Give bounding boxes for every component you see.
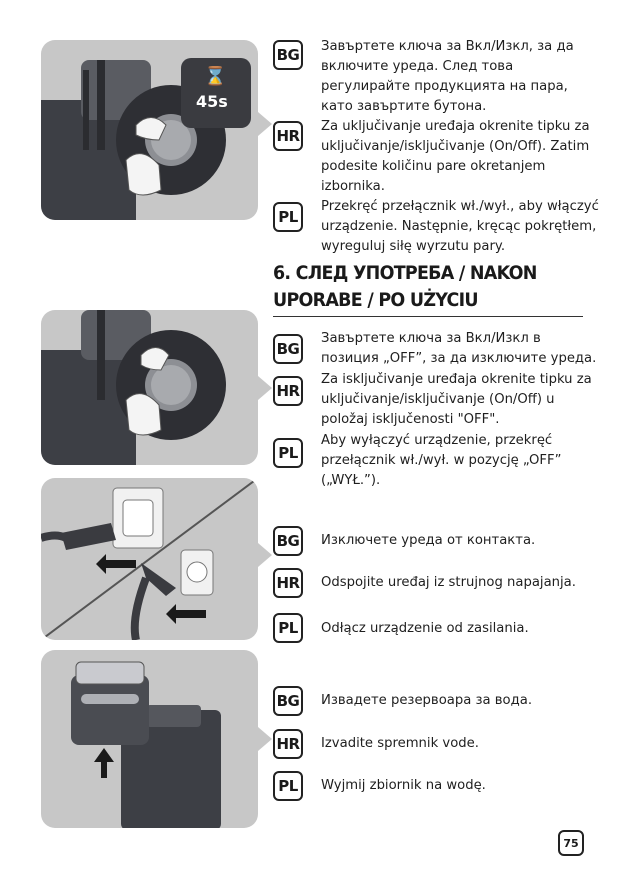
illustration-turn-on: [41, 40, 258, 220]
illustration-remove-tank: [41, 650, 258, 828]
instruction-text-pl: Aby wyłączyć urządzenie, przekręć przełącznik wł./wył. w pozycję „OFF” („WYŁ.”).: [321, 433, 562, 488]
instruction-text-pl: Odłącz urządzenie od zasilania.: [321, 621, 529, 636]
lang-badge-pl: PL: [273, 202, 303, 232]
lang-badge-bg: BG: [273, 526, 303, 556]
instruction-text-bg: Изключете уреда от контакта.: [321, 533, 536, 548]
hourglass-icon: ⌛: [204, 66, 227, 87]
instruction-text-hr: Odspojite uređaj iz strujnog napajanja.: [321, 575, 576, 590]
lang-badge-pl: PL: [273, 438, 303, 468]
instruction-text-hr: Izvadite spremnik vode.: [321, 736, 479, 751]
instruction-text-pl: Przekręć przełącznik wł./wył., aby włączyć urządzenie. Następnie, kręcąc pokrętłem, wyreguluj siłę wyrzutu pary.: [321, 199, 599, 254]
lang-badge-hr: HR: [273, 729, 303, 759]
instruction-text-pl: Wyjmij zbiornik na wodę.: [321, 778, 486, 793]
instruction-text-hr: Za isključivanje uređaja okrenite tipku za uključivanje/isključivanje (On/Off) u položaj isključenosti "OFF".: [321, 372, 592, 427]
lang-badge-bg: BG: [273, 686, 303, 716]
heading-divider: [273, 316, 583, 317]
lang-badge-hr: HR: [273, 568, 303, 598]
page-number: 75: [558, 830, 584, 856]
lang-badge-pl: PL: [273, 613, 303, 643]
instruction-text-hr: Za uključivanje uređaja okrenite tipku za uključivanje/isključivanje (On/Off). Zatim podesite količinu pare okretanjem izbornika.: [321, 119, 590, 194]
illustration-turn-off: [41, 310, 258, 465]
illustration-unplug: [41, 478, 258, 640]
lang-badge-hr: HR: [273, 376, 303, 406]
lang-badge-pl: PL: [273, 771, 303, 801]
pointer-arrow: [258, 112, 272, 136]
instruction-text-bg: Завъртете ключа за Вкл/Изкл, за да включите уреда. След това регулирайте продукцията на пара, като завъртите бутона.: [321, 39, 574, 114]
timer-label: 45s: [196, 92, 228, 111]
section-heading: 6. СЛЕД УПОТРЕБА / NAKON UPORABE / PO UŻYCIU: [273, 262, 537, 311]
lang-badge-bg: BG: [273, 40, 303, 70]
instruction-text-bg: Завъртете ключа за Вкл/Изкл в позиция „OFF”, за да изключите уреда.: [321, 331, 597, 366]
pointer-arrow: [258, 727, 272, 751]
instruction-text-bg: Извадете резервоара за вода.: [321, 693, 533, 708]
lang-badge-bg: BG: [273, 334, 303, 364]
pointer-arrow: [258, 543, 272, 567]
lang-badge-hr: HR: [273, 121, 303, 151]
pointer-arrow: [258, 376, 272, 400]
